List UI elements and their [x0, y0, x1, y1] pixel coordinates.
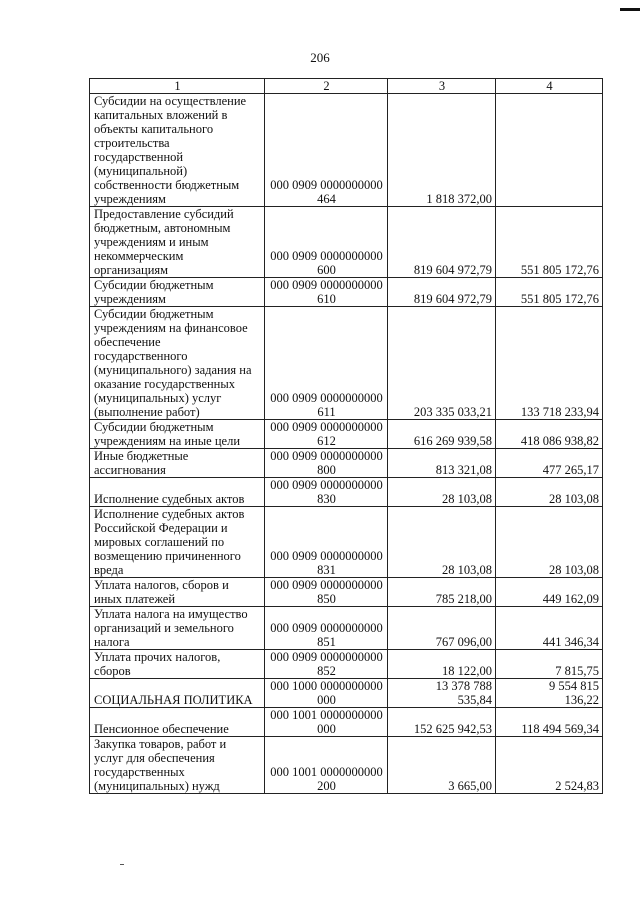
- cell-text-line: 616 269 939,58: [413, 434, 492, 448]
- cell-text-line: 852: [317, 664, 336, 678]
- cell-text-line: 611: [317, 405, 336, 419]
- table-row: [90, 207, 603, 278]
- cell-text-line: 464: [317, 192, 336, 206]
- cell-text-line: 28 103,08: [442, 563, 492, 577]
- cell-text-line: 133 718 233,94: [520, 405, 599, 419]
- corner-mark: [620, 8, 640, 11]
- cell-text-line: ассигнования: [94, 463, 166, 477]
- amount-col3-cell: [388, 507, 496, 578]
- cell-text-line: 813 321,08: [435, 463, 492, 477]
- amount-col3-cell: [388, 420, 496, 449]
- cell-text-line: учреждениям и иным: [94, 235, 209, 249]
- cell-text-line: Уплата прочих налогов,: [94, 650, 221, 664]
- cell-text-line: 7 815,75: [555, 664, 599, 678]
- item-name-cell: [90, 478, 265, 507]
- cell-text-line: услуг для обеспечения: [94, 751, 215, 765]
- amount-col3-cell: [388, 449, 496, 478]
- cell-text-line: 28 103,08: [549, 492, 599, 506]
- budget-code-cell: [265, 679, 388, 708]
- cell-text-line: учреждениям: [94, 192, 166, 206]
- cell-text-line: Субсидии бюджетным: [94, 278, 214, 292]
- amount-col4-cell: [496, 94, 603, 207]
- cell-text-line: учреждениям на финансовое: [94, 321, 248, 335]
- cell-text-line: Иные бюджетные: [94, 449, 189, 463]
- table-body: [90, 94, 603, 794]
- cell-text-line: 000 1001 0000000000: [270, 708, 383, 722]
- cell-text-line: Исполнение судебных актов: [94, 492, 245, 506]
- cell-text-line: 1 818 372,00: [426, 192, 492, 206]
- amount-col4-cell: [496, 650, 603, 679]
- cell-text-line: 152 625 942,53: [413, 722, 492, 736]
- amount-col4-cell: [496, 478, 603, 507]
- amount-col3-cell: [388, 278, 496, 307]
- cell-text-line: объекты капитального: [94, 122, 214, 136]
- cell-text-line: 819 604 972,79: [413, 292, 492, 306]
- budget-code-cell: [265, 650, 388, 679]
- budget-code-cell: [265, 307, 388, 420]
- cell-text-line: (муниципального) задания на: [94, 363, 252, 377]
- cell-text-line: 851: [317, 635, 336, 649]
- cell-text-line: Субсидии на осуществление: [94, 94, 247, 108]
- item-name-cell: [90, 207, 265, 278]
- budget-code-cell: [265, 737, 388, 794]
- cell-text-line: 819 604 972,79: [413, 263, 492, 277]
- cell-text-line: бюджетным, автономным: [94, 221, 231, 235]
- budget-code-cell: [265, 607, 388, 650]
- cell-text-line: учреждениям на иные цели: [94, 434, 241, 448]
- amount-col4-cell: [496, 507, 603, 578]
- cell-text-line: 535,84: [457, 693, 492, 707]
- table-row: [90, 650, 603, 679]
- column-header-1: 1: [90, 79, 265, 94]
- amount-col4-cell: [496, 420, 603, 449]
- amount-col4-cell: [496, 737, 603, 794]
- cell-text-line: 000 0909 0000000000: [270, 449, 383, 463]
- cell-text-line: Закупка товаров, работ и: [94, 737, 227, 751]
- cell-text-line: 136,22: [564, 693, 599, 707]
- cell-text-line: 610: [317, 292, 336, 306]
- table-row: [90, 307, 603, 420]
- item-name-cell: [90, 420, 265, 449]
- cell-text-line: СОЦИАЛЬНАЯ ПОЛИТИКА: [94, 693, 253, 707]
- amount-col3-cell: [388, 578, 496, 607]
- amount-col4-cell: [496, 278, 603, 307]
- cell-text-line: 612: [317, 434, 336, 448]
- cell-text-line: 13 378 788: [435, 679, 492, 693]
- cell-text-line: 800: [317, 463, 336, 477]
- table-row: [90, 94, 603, 207]
- cell-text-line: Российской Федерации и: [94, 521, 228, 535]
- budget-code-cell: [265, 94, 388, 207]
- budget-table: [89, 78, 603, 794]
- cell-text-line: Исполнение судебных актов: [94, 507, 245, 521]
- cell-text-line: 449 162,09: [542, 592, 599, 606]
- cell-text-line: 000 0909 0000000000: [270, 420, 383, 434]
- cell-text-line: 831: [317, 563, 336, 577]
- cell-text-line: 000 0909 0000000000: [270, 578, 383, 592]
- cell-text-line: 785 218,00: [435, 592, 492, 606]
- header-row: [90, 79, 603, 94]
- cell-text-line: организаций и земельного: [94, 621, 234, 635]
- cell-text-line: Предоставление субсидий: [94, 207, 234, 221]
- amount-col4-cell: [496, 708, 603, 737]
- amount-col4-cell: [496, 307, 603, 420]
- budget-code-cell: [265, 278, 388, 307]
- cell-text-line: 000 0909 0000000000: [270, 178, 383, 192]
- amount-col3-cell: [388, 307, 496, 420]
- table-row: [90, 420, 603, 449]
- cell-text-line: сборов: [94, 664, 131, 678]
- budget-code-cell: [265, 708, 388, 737]
- cell-text-line: Пенсионное обеспечение: [94, 722, 229, 736]
- cell-text-line: 551 805 172,76: [520, 263, 599, 277]
- cell-text-line: государственного: [94, 349, 188, 363]
- amount-col3-cell: [388, 207, 496, 278]
- cell-text-line: Субсидии бюджетным: [94, 420, 214, 434]
- cell-text-line: 2 524,83: [555, 779, 599, 793]
- budget-code-cell: [265, 449, 388, 478]
- budget-code-cell: [265, 420, 388, 449]
- cell-text-line: 830: [317, 492, 336, 506]
- column-header-2: 2: [265, 79, 388, 94]
- item-name-cell: [90, 607, 265, 650]
- table-row: [90, 708, 603, 737]
- amount-col3-cell: [388, 94, 496, 207]
- item-name-cell: [90, 650, 265, 679]
- cell-text-line: 118 494 569,34: [521, 722, 599, 736]
- cell-text-line: 28 103,08: [442, 492, 492, 506]
- cell-text-line: налога: [94, 635, 130, 649]
- cell-text-line: Субсидии бюджетным: [94, 307, 214, 321]
- cell-text-line: 000 0909 0000000000: [270, 249, 383, 263]
- cell-text-line: капитальных вложений в: [94, 108, 228, 122]
- cell-text-line: 000 1000 0000000000: [270, 679, 383, 693]
- cell-text-line: 551 805 172,76: [520, 292, 599, 306]
- amount-col3-cell: [388, 478, 496, 507]
- column-header-4: 4: [496, 79, 603, 94]
- budget-code-cell: [265, 207, 388, 278]
- cell-text-line: государственной: [94, 150, 184, 164]
- cell-text-line: 000 0909 0000000000: [270, 621, 383, 635]
- cell-text-line: обеспечение: [94, 335, 161, 349]
- cell-text-line: 18 122,00: [442, 664, 492, 678]
- item-name-cell: [90, 679, 265, 708]
- cell-text-line: иных платежей: [94, 592, 176, 606]
- table-row: [90, 737, 603, 794]
- cell-text-line: организациям: [94, 263, 169, 277]
- cell-text-line: 000 0909 0000000000: [270, 278, 383, 292]
- cell-text-line: (выполнение работ): [94, 405, 200, 419]
- item-name-cell: [90, 94, 265, 207]
- cell-text-line: 3 665,00: [448, 779, 492, 793]
- column-header-3: 3: [388, 79, 496, 94]
- table-header: [90, 79, 603, 94]
- cell-text-line: 477 265,17: [542, 463, 599, 477]
- cell-text-line: 28 103,08: [549, 563, 599, 577]
- amount-col4-cell: [496, 578, 603, 607]
- cell-text-line: вреда: [94, 563, 124, 577]
- amount-col4-cell: [496, 679, 603, 708]
- cell-text-line: Уплата налога на имущество: [94, 607, 248, 621]
- amount-col3-cell: [388, 650, 496, 679]
- cell-text-line: 441 346,34: [542, 635, 599, 649]
- cell-text-line: 600: [317, 263, 336, 277]
- amount-col3-cell: [388, 737, 496, 794]
- table-row: [90, 278, 603, 307]
- cell-text-line: Уплата налогов, сборов и: [94, 578, 229, 592]
- cell-text-line: государственных: [94, 765, 185, 779]
- cell-text-line: 203 335 033,21: [413, 405, 492, 419]
- table-row: [90, 478, 603, 507]
- cell-text-line: 9 554 815: [549, 679, 599, 693]
- cell-text-line: (муниципальной): [94, 164, 188, 178]
- cell-text-line: 850: [317, 592, 336, 606]
- cell-text-line: 200: [317, 779, 336, 793]
- cell-text-line: 767 096,00: [435, 635, 492, 649]
- cell-text-line: собственности бюджетным: [94, 178, 240, 192]
- cell-text-line: строительства: [94, 136, 170, 150]
- cell-text-line: 000 0909 0000000000: [270, 391, 383, 405]
- amount-col3-cell: [388, 679, 496, 708]
- budget-code-cell: [265, 507, 388, 578]
- item-name-cell: [90, 578, 265, 607]
- budget-code-cell: [265, 578, 388, 607]
- item-name-cell: [90, 449, 265, 478]
- amount-col4-cell: [496, 207, 603, 278]
- budget-code-cell: [265, 478, 388, 507]
- cell-text-line: 418 086 938,82: [520, 434, 599, 448]
- table-row: [90, 607, 603, 650]
- amount-col4-cell: [496, 607, 603, 650]
- cell-text-line: (муниципальных) услуг: [94, 391, 222, 405]
- cell-text-line: 000 0909 0000000000: [270, 478, 383, 492]
- stray-mark: [120, 864, 124, 865]
- table-row: [90, 679, 603, 708]
- page-number: 206: [310, 50, 330, 65]
- cell-text-line: некоммерческим: [94, 249, 184, 263]
- table-row: [90, 578, 603, 607]
- cell-text-line: 000: [317, 693, 336, 707]
- cell-text-line: возмещению причиненного: [94, 549, 241, 563]
- item-name-cell: [90, 278, 265, 307]
- item-name-cell: [90, 307, 265, 420]
- table-row: [90, 507, 603, 578]
- item-name-cell: [90, 507, 265, 578]
- amount-col3-cell: [388, 607, 496, 650]
- item-name-cell: [90, 708, 265, 737]
- item-name-cell: [90, 737, 265, 794]
- cell-text-line: 000: [317, 722, 336, 736]
- cell-text-line: 000 0909 0000000000: [270, 650, 383, 664]
- cell-text-line: 000 0909 0000000000: [270, 549, 383, 563]
- cell-text-line: (муниципальных) нужд: [94, 779, 220, 793]
- cell-text-line: мировых соглашений по: [94, 535, 225, 549]
- table-row: [90, 449, 603, 478]
- amount-col4-cell: [496, 449, 603, 478]
- cell-text-line: 000 1001 0000000000: [270, 765, 383, 779]
- amount-col3-cell: [388, 708, 496, 737]
- cell-text-line: оказание государственных: [94, 377, 236, 391]
- cell-text-line: учреждениям: [94, 292, 166, 306]
